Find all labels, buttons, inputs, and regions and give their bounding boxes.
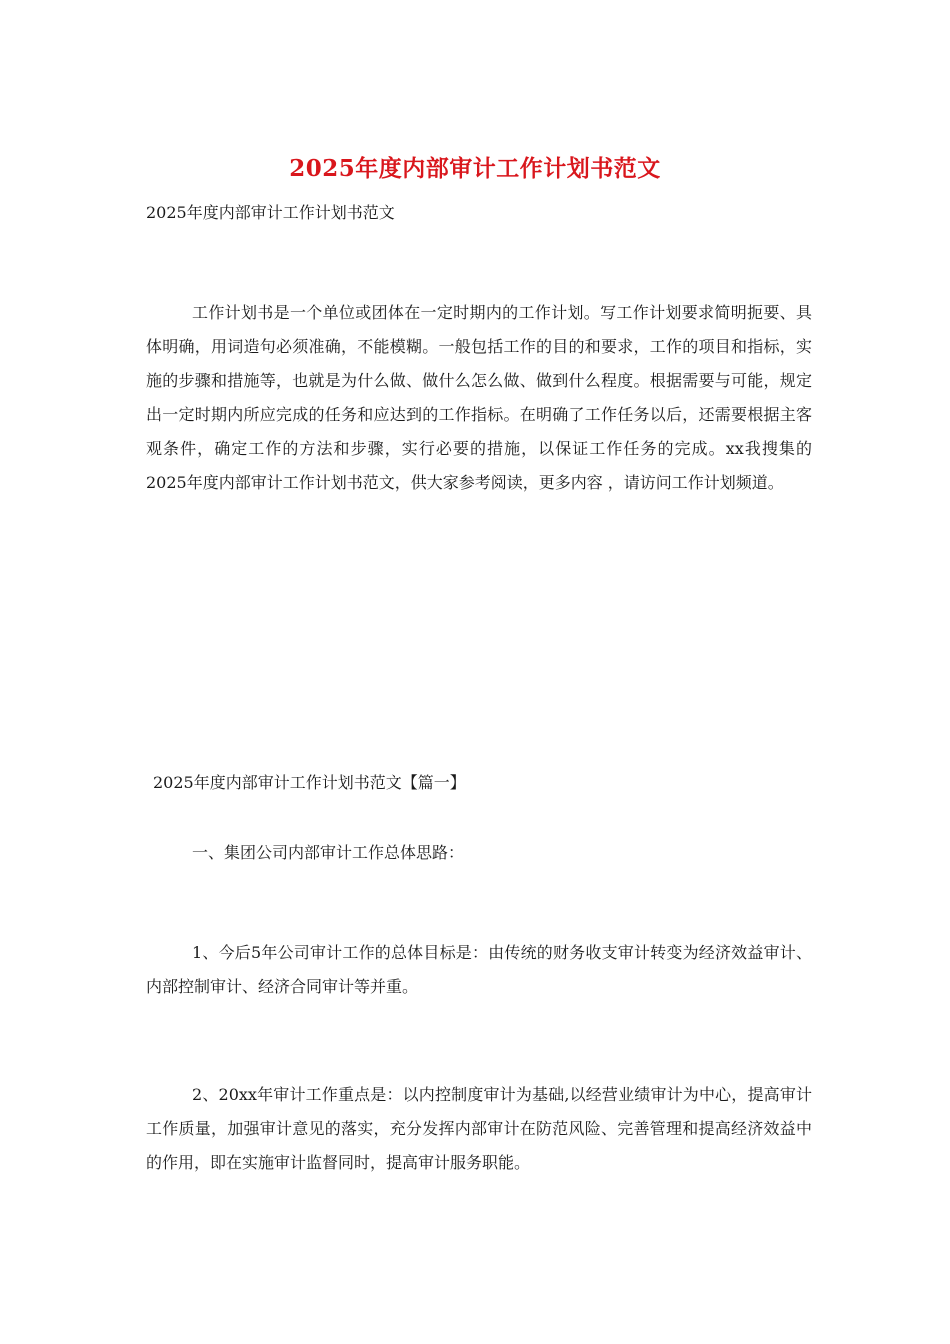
body-paragraph-2: 2、20xx年审计工作重点是：以内控制度审计为基础,以经营业绩审计为中心，提高审计工作质量，加强审计意见的落实，充分发挥内部审计在防范风险、完善管理和提高经济效益中的作用，即在实施审计监督同时，提高审计服务职能。: [146, 1085, 812, 1172]
point-heading: 一、集团公司内部审计工作总体思路：: [192, 843, 465, 862]
document-title: 2025年度内部审计工作计划书范文: [289, 155, 661, 182]
intro-paragraph: 工作计划书是一个单位或团体在一定时期内的工作计划。写工作计划要求简明扼要、具体明确，用词造句必须准确，不能模糊。一般包括工作的目的和要求，工作的项目和指标，实施的步骤和措施等，也就是为什么做、做什么怎么做、做到什么程度。根据需要与可能，规定出一定时期内所应完成的任务和应达到的工作指标。在明确了工作任务以后，还需要根据主客观条件，确定工作的方法和步骤，实行必要的措施，以保证工作任务的完成。xx我搜集的2025年度内部审计工作计划书范文，供大家参考阅读，更多内容 ，请访问工作计划频道。: [146, 303, 812, 492]
document-subtitle: 2025年度内部审计工作计划书范文: [146, 203, 395, 222]
section-heading: 2025年度内部审计工作计划书范文【篇一】: [153, 773, 466, 792]
body-paragraph-1: 1、今后5年公司审计工作的总体目标是：由传统的财务收支审计转变为经济效益审计、内部控制审计、经济合同审计等并重。: [146, 943, 812, 996]
